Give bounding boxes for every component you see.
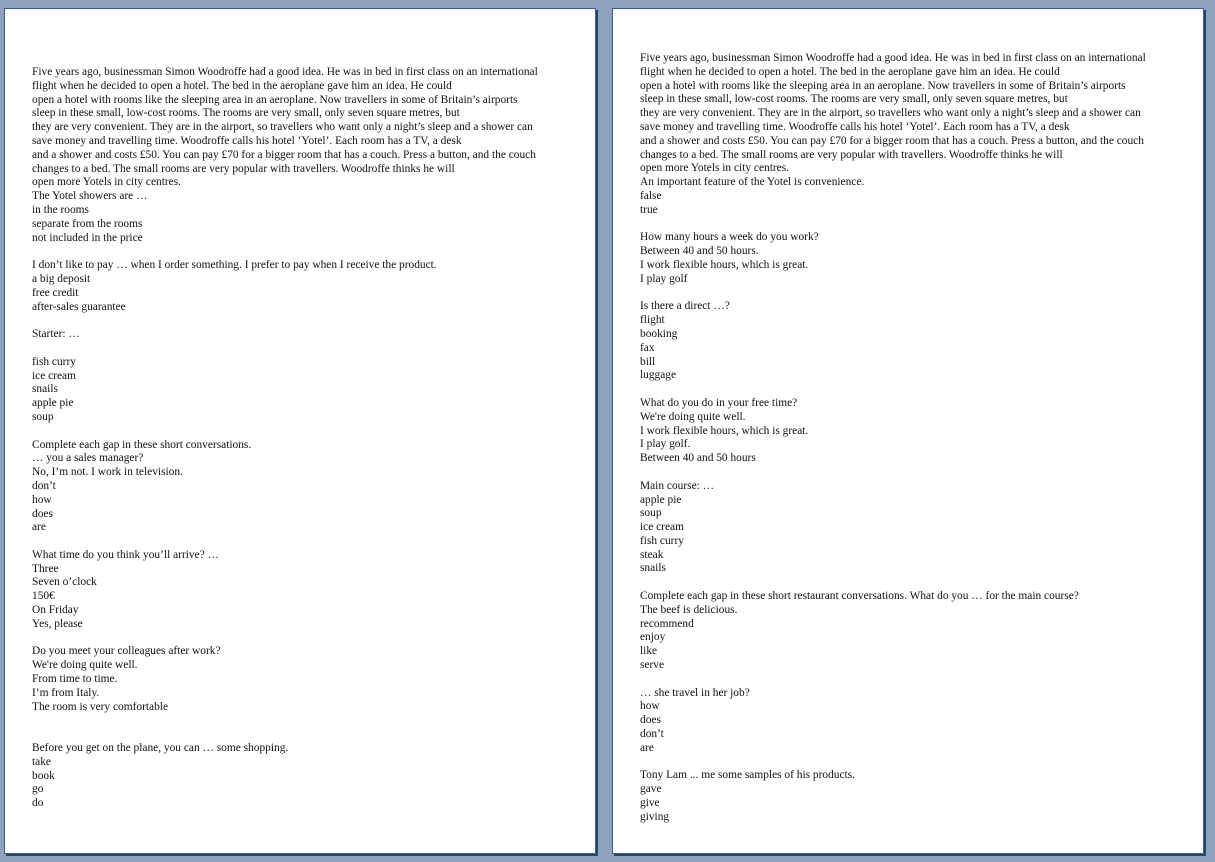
text-line: recommend [640, 617, 694, 630]
text-line: open more Yotels in city centres. [32, 176, 182, 189]
text-line: An important feature of the Yotel is convenience. [640, 176, 865, 189]
text-line: bill [640, 355, 656, 368]
text-line: book [32, 769, 55, 782]
text-line: are [32, 521, 46, 534]
text-line: like [640, 645, 658, 658]
text-line: Seven o’clock [32, 576, 97, 589]
text-line: snails [640, 562, 666, 575]
text-line: Five years ago, businessman Simon Woodroffe had a good idea. He was in bed in first class on an international [32, 66, 538, 78]
text-line: Before you get on the plane, you can … some shopping. [32, 742, 289, 755]
text-line: changes to a bed. The small rooms are very popular with travellers. Woodroffe thinks he will [640, 148, 1063, 161]
text-line: fish curry [32, 355, 76, 368]
text-line: and a shower and costs £50. You can pay £70 for a bigger room that has a couch. Press a button, and the couch [640, 134, 1144, 147]
text-line: fax [640, 341, 655, 354]
text-line: booking [640, 327, 678, 340]
text-line: do [32, 797, 44, 810]
blank-line [640, 466, 1185, 480]
text-line: No, I’m not. I work in television. [32, 466, 183, 479]
text-line: apple pie [32, 397, 74, 410]
text-line: don’t [640, 728, 664, 741]
text-line: sleep in these small, low-cost rooms. The rooms are very small, only seven square metres, but [640, 93, 1068, 106]
text-line: I work flexible hours, which is great. [640, 424, 809, 437]
text-line: Yes, please [32, 617, 83, 630]
blank-line [640, 383, 1185, 397]
text-line: go [32, 783, 44, 796]
text-line: From time to time. [32, 673, 118, 686]
text-line: Complete each gap in these short conversations. [32, 438, 252, 451]
text-line: We're doing quite well. [32, 659, 138, 672]
text-line: how [640, 700, 660, 713]
blank-line [32, 728, 577, 742]
text-line: Complete each gap in these short restaurant conversations. What do you … for the main course? [640, 590, 1079, 603]
text-line: serve [640, 659, 665, 672]
text-line: 150€ [32, 590, 55, 603]
text-line: give [640, 797, 660, 810]
document-page-left [4, 8, 596, 854]
text-line: soup [32, 410, 54, 423]
text-line: save money and travelling time. Woodroffe calls his hotel ‘Yotel’. Each room has a TV, a desk [32, 134, 462, 147]
text-line: they are very convenient. They are in the airport, so travellers who want only a night’s sleep and a shower can [640, 107, 1141, 120]
text-line: I play golf. [640, 438, 691, 451]
document-page-right [612, 8, 1204, 854]
text-line: What time do you think you’ll arrive? … [32, 548, 219, 561]
text-line: save money and travelling time. Woodroffe calls his hotel ‘Yotel’. Each room has a TV, a desk [640, 120, 1070, 133]
text-line: gave [640, 783, 662, 796]
text-line: soup [640, 507, 662, 520]
text-line: changes to a bed. The small rooms are very popular with travellers. Woodroffe thinks he will [32, 162, 455, 175]
text-line: What do you do in your free time? [640, 396, 798, 409]
text-line: are [640, 741, 654, 754]
blank-line [32, 714, 577, 728]
text-line: Do you meet your colleagues after work? [32, 645, 221, 658]
text-line: Three [32, 562, 59, 575]
text-line: don’t [32, 479, 56, 492]
text-line: … you a sales manager? [32, 452, 144, 465]
text-line: open a hotel with rooms like the sleeping area in an aeroplane. Now travellers in some of Britain’s airports [640, 79, 1126, 92]
text-line: Main course: … [640, 479, 715, 492]
text-line: separate from the rooms [32, 217, 143, 230]
blank-line [32, 425, 577, 439]
text-line: I don’t like to pay … when I order something. I prefer to pay when I receive the product. [32, 259, 437, 272]
text-line: Five years ago, businessman Simon Woodroffe had a good idea. He was in bed in first class on an international [640, 52, 1146, 64]
text-line: true [640, 203, 658, 216]
blank-line [32, 245, 577, 259]
text-line: how [32, 493, 52, 506]
blank-line [640, 287, 1185, 301]
blank-line [640, 218, 1185, 232]
text-line: take [32, 755, 51, 768]
page-text [32, 66, 577, 811]
text-line: flight when he decided to open a hotel. The bed in the aeroplane gave him an idea. He could [640, 65, 1060, 78]
text-line: … she travel in her job? [640, 686, 750, 699]
text-line: ice cream [640, 521, 684, 534]
blank-line [32, 632, 577, 646]
blank-line [32, 535, 577, 549]
blank-line [640, 756, 1185, 770]
text-line: they are very convenient. They are in the airport, so travellers who want only a night’s sleep and a shower can [32, 121, 533, 134]
text-line: open more Yotels in city centres. [640, 162, 790, 175]
text-line: a big deposit [32, 272, 91, 285]
text-line: snails [32, 383, 58, 396]
text-line: Between 40 and 50 hours [640, 452, 756, 465]
page-text [640, 52, 1185, 825]
text-line: in the rooms [32, 203, 89, 216]
text-line: apple pie [640, 493, 682, 506]
text-line: I’m from Italy. [32, 686, 100, 699]
text-line: flight [640, 314, 665, 327]
blank-line [32, 342, 577, 356]
text-line: after-sales guarantee [32, 300, 126, 313]
text-line: giving [640, 810, 670, 823]
text-line: I work flexible hours, which is great. [640, 258, 809, 271]
text-line: does [32, 507, 53, 520]
text-line: Tony Lam ... me some samples of his products. [640, 769, 855, 782]
text-line: not included in the price [32, 231, 143, 244]
text-line: Is there a direct …? [640, 300, 730, 313]
blank-line [32, 314, 577, 328]
text-line: How many hours a week do you work? [640, 231, 819, 244]
text-line: false [640, 189, 662, 202]
blank-line [640, 576, 1185, 590]
blank-line [640, 673, 1185, 687]
text-line: does [640, 714, 661, 727]
text-line: enjoy [640, 631, 666, 644]
text-line: Between 40 and 50 hours. [640, 245, 759, 258]
text-line: sleep in these small, low-cost rooms. The rooms are very small, only seven square metres, but [32, 107, 460, 120]
text-line: free credit [32, 286, 79, 299]
text-line: flight when he decided to open a hotel. The bed in the aeroplane gave him an idea. He could [32, 79, 452, 92]
text-line: open a hotel with rooms like the sleeping area in an aeroplane. Now travellers in some of Britain’s airports [32, 93, 518, 106]
text-line: We're doing quite well. [640, 410, 746, 423]
text-line: ice cream [32, 369, 76, 382]
text-line: and a shower and costs £50. You can pay £70 for a bigger room that has a couch. Press a button, and the couch [32, 148, 536, 161]
text-line: steak [640, 548, 664, 561]
text-line: I play golf [640, 272, 688, 285]
text-line: The Yotel showers are … [32, 190, 148, 203]
text-line: The room is very comfortable [32, 700, 169, 713]
text-line: fish curry [640, 534, 684, 547]
text-line: On Friday [32, 604, 79, 617]
text-line: luggage [640, 369, 677, 382]
text-line: The beef is delicious. [640, 603, 738, 616]
text-line: Starter: … [32, 328, 80, 341]
